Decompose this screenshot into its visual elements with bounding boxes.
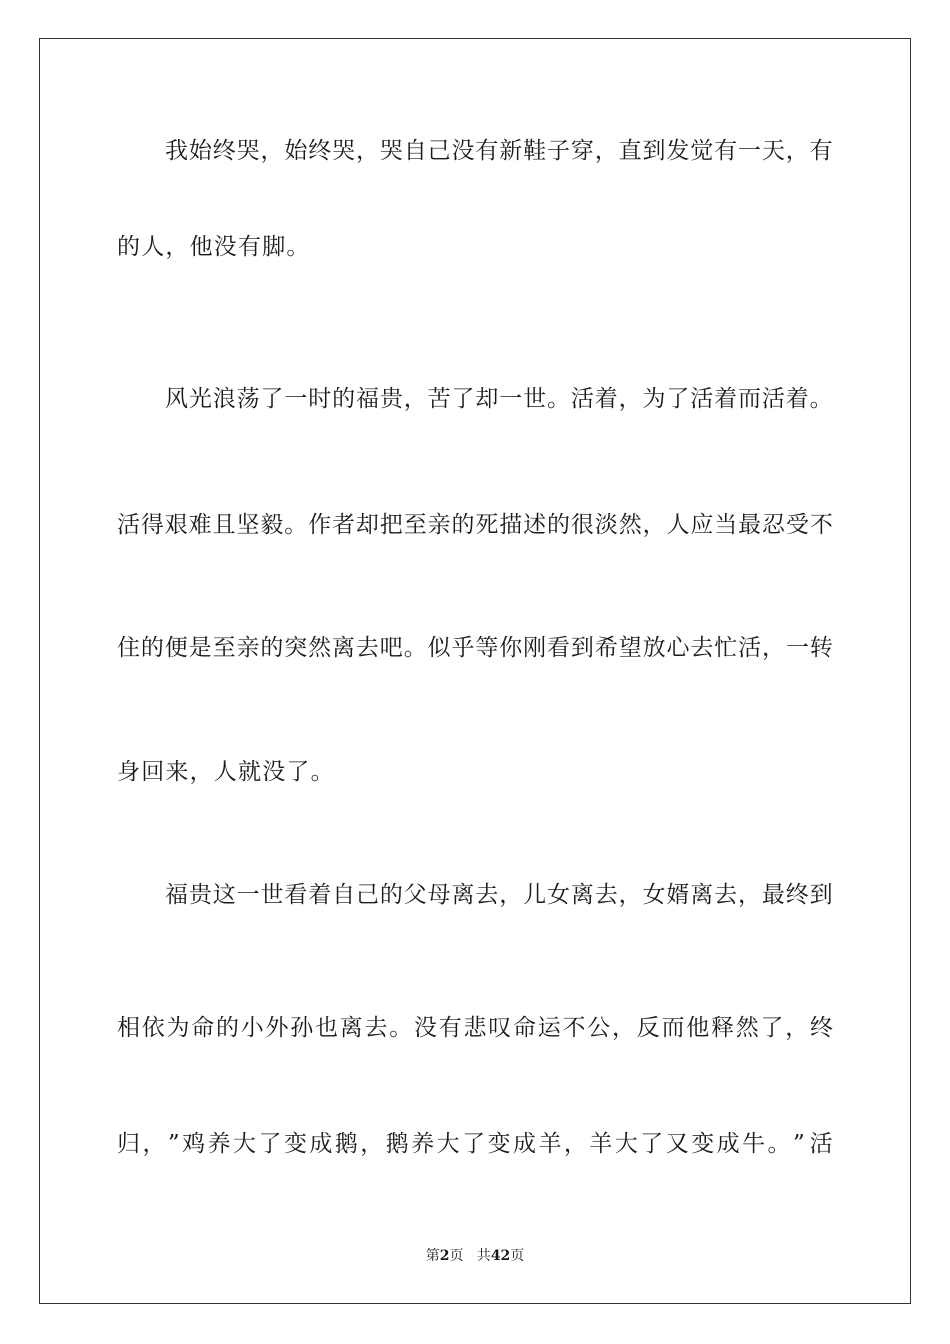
footer-middle: 页 共 xyxy=(449,1248,491,1264)
paragraph-2-line-1: 风 光 浪 荡 了 一 时 的 福 贵 ， 苦 了 却 一 世 。 活 着 ， 为 了 活 着 而 活 着 。 xyxy=(165,386,833,412)
paragraph-2-line-3: 住 的 便 是 至 亲 的 突 然 离 去 吧 。 似 乎 等 你 刚 看 到 希 望 放 心 去 忙 活 ， 一 转 xyxy=(117,635,833,661)
paragraph-1-line-1: 我 始 终 哭 ， 始 终 哭 ， 哭 自 己 没 有 新 鞋 子 穿 ， 直 到 发 觉 有 一 天 ， 有 xyxy=(165,138,833,164)
paragraph-1-line-2: 的人，他没有脚。 xyxy=(117,234,311,260)
paragraph-2-line-4: 身回来，人就没了。 xyxy=(117,759,335,785)
footer-suffix: 页 xyxy=(510,1248,525,1264)
page-footer xyxy=(0,1247,950,1265)
page-border xyxy=(39,38,911,1304)
footer-prefix: 第 xyxy=(425,1248,440,1264)
footer-current-page: 2 xyxy=(439,1248,450,1264)
paragraph-3-line-1: 福 贵 这 一 世 看 着 自 己 的 父 母 离 去 ， 儿 女 离 去 ， 女 婿 离 去 ， 最 终 到 xyxy=(165,882,833,908)
paragraph-3-line-3: 归 ， ” 鸡 养 大 了 变 成 鹅 ， 鹅 养 大 了 变 成 羊 ， 羊 大 了 又 变 成 牛 。 ” 活 xyxy=(117,1131,833,1157)
paragraph-2-line-2: 活 得 艰 难 且 坚 毅 。 作 者 却 把 至 亲 的 死 描 述 的 很 淡 然 ， 人 应 当 最 忍 受 不 xyxy=(117,512,833,538)
paragraph-3-line-2: 相 依 为 命 的 小 外 孙 也 离 去 。 没 有 悲 叹 命 运 不 公 ， 反 而 他 释 然 了 ， 终 xyxy=(117,1015,833,1041)
footer-total-pages: 42 xyxy=(490,1248,511,1264)
